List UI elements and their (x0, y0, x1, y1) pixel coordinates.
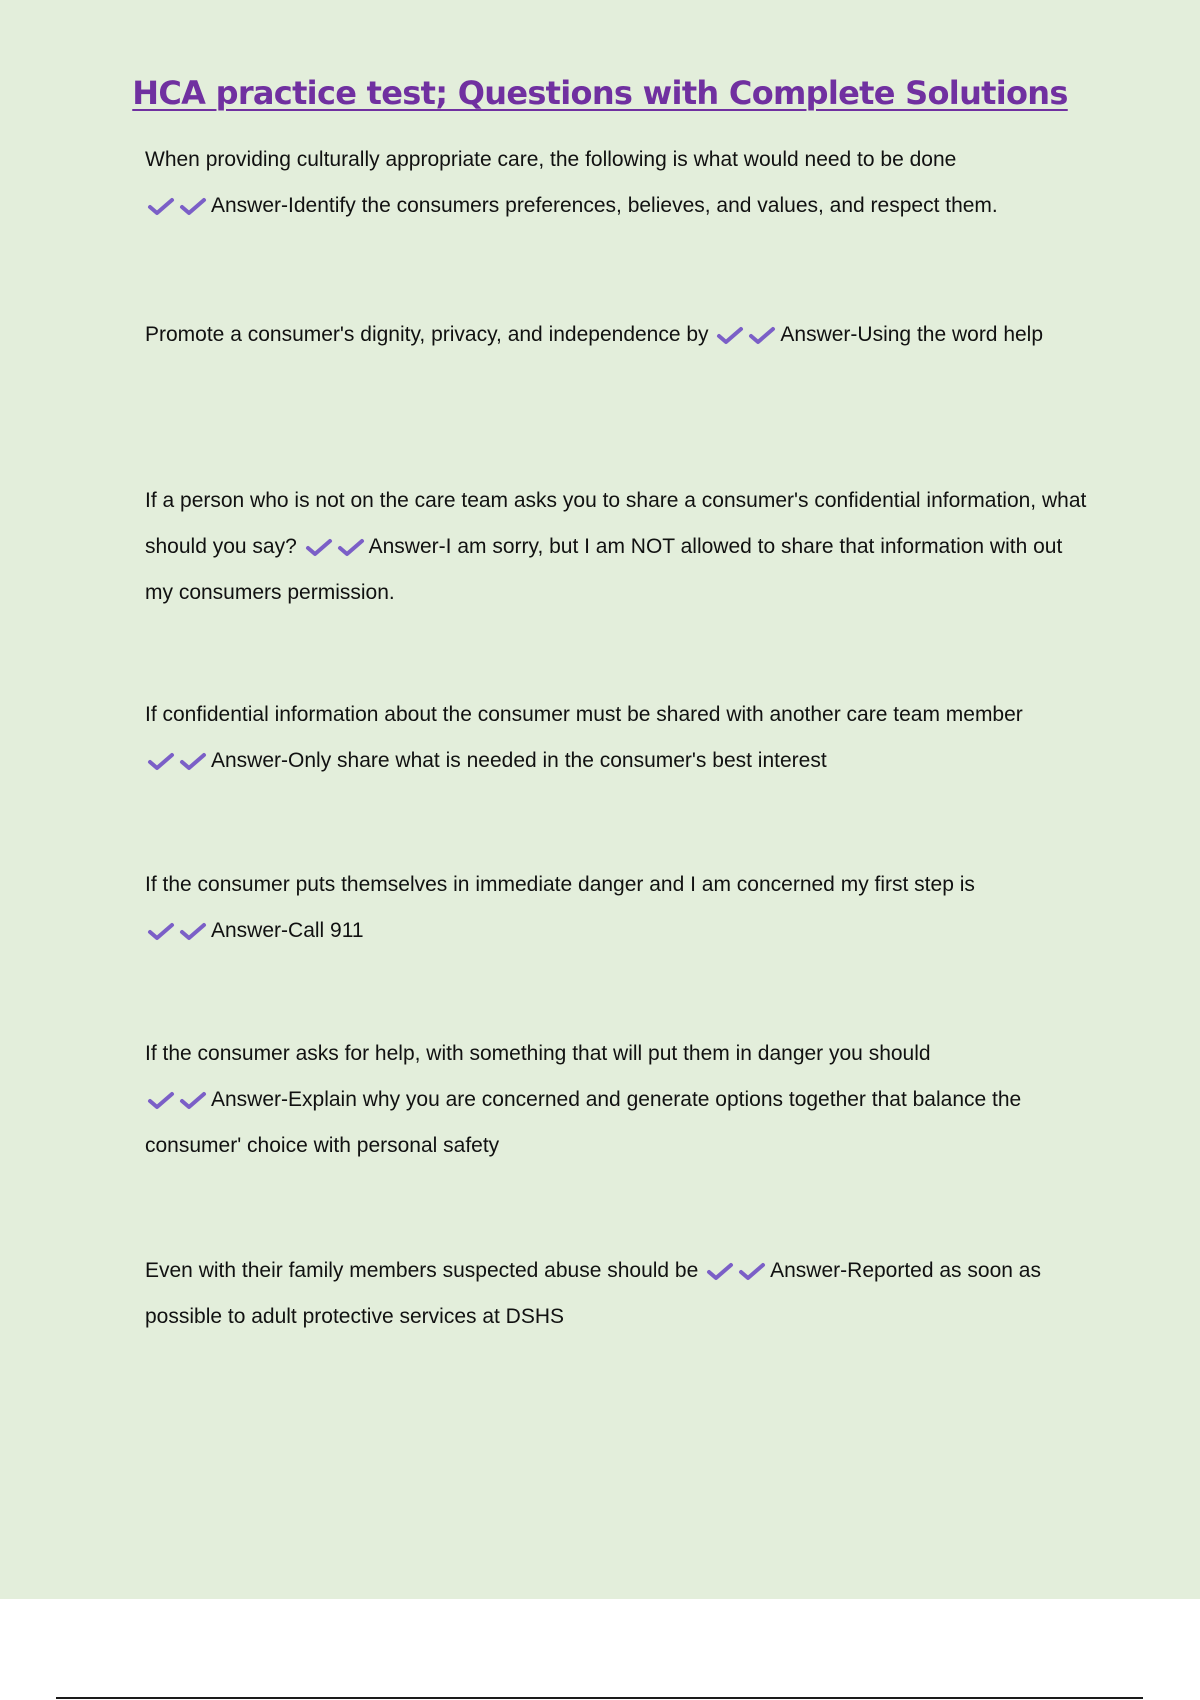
qa-item-7 (145, 1248, 1090, 1340)
answer-text: Using the word help (857, 323, 1044, 346)
question-text: If the consumer asks for help, with something that will put them in danger you should (145, 1042, 931, 1065)
answer-prefix: Answer- (211, 749, 289, 772)
answer-prefix: Answer- (780, 323, 858, 346)
page-title-text: HCA practice test; Questions with Complete Solutions (132, 74, 1068, 112)
qa-item-5 (145, 862, 1090, 954)
double-checkmark-icon (145, 196, 209, 216)
qa-item-3 (145, 478, 1090, 616)
qa-item-6 (145, 1031, 1090, 1169)
page-title (0, 74, 1200, 112)
footer-divider (56, 1697, 1143, 1699)
answer-text: Identify the consumers preferences, believes, and values, and respect them. (288, 194, 998, 217)
question-text: Promote a consumer's dignity, privacy, and independence by (145, 323, 709, 346)
qa-item-1 (145, 137, 1090, 229)
answer-text: Only share what is needed in the consumer's best interest (288, 749, 827, 772)
double-checkmark-icon (145, 1090, 209, 1110)
double-checkmark-icon (704, 1261, 768, 1281)
qa-item-2 (145, 312, 1090, 358)
question-text: Even with their family members suspected abuse should be (145, 1259, 699, 1282)
question-text: When providing culturally appropriate care, the following is what would need to be done (145, 148, 957, 171)
answer-prefix: Answer- (211, 919, 289, 942)
answer-prefix: Answer- (770, 1259, 848, 1282)
answer-prefix: Answer- (211, 1088, 289, 1111)
qa-item-4 (145, 692, 1090, 784)
double-checkmark-icon (145, 921, 209, 941)
double-checkmark-icon (145, 751, 209, 771)
double-checkmark-icon (303, 537, 367, 557)
answer-text: Reported as soon as possible to adult protective services at DSHS (145, 1259, 1041, 1328)
answer-text: I am sorry, but I am NOT allowed to share that information with out my consumers permission. (145, 535, 1063, 604)
question-text: If confidential information about the consumer must be shared with another care team member (145, 703, 1023, 726)
answer-text: Call 911 (288, 919, 364, 942)
question-text: If the consumer puts themselves in immediate danger and I am concerned my first step is (145, 873, 975, 896)
answer-prefix: Answer- (368, 535, 446, 558)
question-text: If a person who is not on the care team asks you to share a consumer's confidential information, what should you say? (145, 489, 1087, 558)
answer-text: Explain why you are concerned and generate options together that balance the consumer' choice with personal safety (145, 1088, 1022, 1157)
answer-prefix: Answer- (211, 194, 289, 217)
double-checkmark-icon (714, 325, 778, 345)
